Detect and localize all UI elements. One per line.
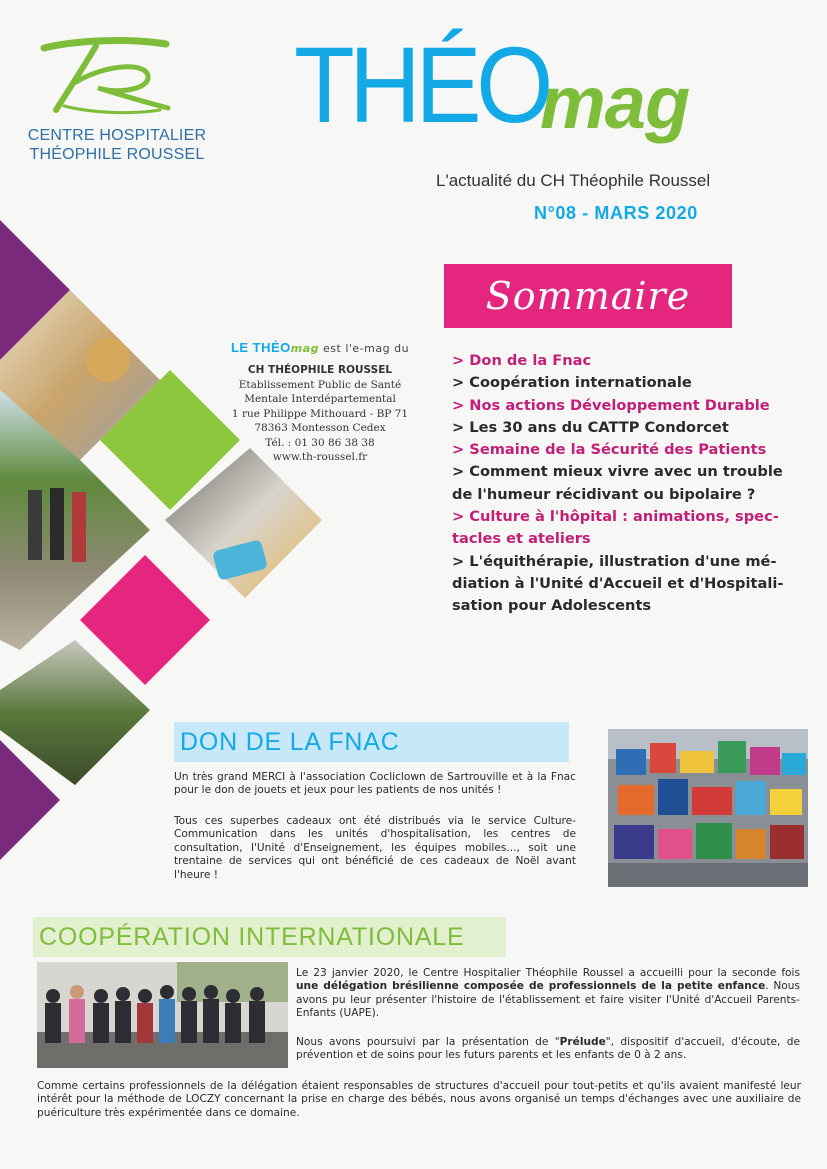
person-silhouette [50,488,64,560]
sommaire-item[interactable]: > Culture à l'hôpital : animations, spec- [452,508,779,526]
sommaire-item[interactable]: > Nos actions Développement Durable [452,396,770,414]
photo-delegation [37,962,288,1068]
sommaire-item[interactable]: > L'équithérapie, illustration d'une mé- [452,552,777,570]
emag-brand [200,340,440,355]
hospital-name [22,126,212,164]
brand-theo: LE THÉO [230,340,291,355]
sommaire-item[interactable]: diation à l'Unité d'Accueil et d'Hospitali- [452,574,784,592]
fnac-heading: DON DE LA FNAC [174,722,569,762]
address-line: Mentale Interdépartemental [244,393,396,405]
issue-number: N°08 - MARS 2020 [534,203,698,223]
website-link[interactable]: www.th-roussel.fr [272,451,368,463]
coop-p2-c: ", dispositif d'accueil, d'écoute, de prévention et de soins pour les futurs parents et les enfants de 0 à 2 ans. [296,1036,800,1062]
address-line: Etablissement Public de Santé [238,378,402,391]
hospital-logo-icon [36,36,176,118]
emag-address [200,363,440,465]
sommaire-item[interactable]: de l'humeur récidivant ou bipolaire ? [452,485,756,503]
fnac-paragraph-2: Tous ces superbes cadeaux ont été distribués via le service Culture-Communication dans les unités d'hospitalisation, les centres de consultation, l'Unité d'Enseignement, les équipes mobiles..., soit une trentaine de services qui ont bénéficié de ces cadeaux de Noël avant l'heure ! [174,815,576,881]
address-line: 78363 Montesson Cedex [254,422,386,434]
sommaire-item[interactable]: > Coopération internationale [452,374,692,392]
coop-p2-bold: Prélude [559,1036,606,1048]
hospital-name-line1: CENTRE HOSPITALIER [27,127,207,144]
hospital-name-line2: THÉOPHILE ROUSSEL [29,146,205,163]
photo-toys [608,729,808,887]
coop-paragraph-1 [296,967,800,1021]
brand-suffix: est l'e-mag du [319,342,410,355]
sommaire-item[interactable]: sation pour Adolescents [452,597,652,615]
coop-paragraph-2 [296,1036,800,1063]
sommaire-item[interactable]: > Semaine de la Sécurité des Patients [452,441,767,459]
coop-paragraph-3: Comme certains professionnels de la délégation étaient responsables de structures d'accueil pour tout-petits et qu'ils avaient manifesté leur intérêt pour la méthode de LOCZY concernant la prise en charge des bébés, nous avons organisé un temps d'échanges avec une auxiliaire de puériculture très expérimentée dans ce domaine. [37,1080,801,1119]
person-silhouette [72,492,86,562]
sommaire-item[interactable]: > Don de la Fnac [452,352,592,369]
sommaire-list [452,350,802,618]
brand-mag: mag [290,342,320,355]
fnac-paragraph-1: Un très grand MERCI à l'association Cocliclown de Sartrouville et à la Fnac pour le don de jouets et jeux pour les patients de nos unités ! [174,771,576,797]
dog-shape [86,338,130,382]
sommaire-item[interactable]: > Comment mieux vivre avec un trouble [452,463,783,481]
coop-p1-a: Le 23 janvier 2020, le Centre Hospitalier Théophile Roussel a accueilli pour la seconde fois [296,967,800,979]
sommaire-item[interactable]: tacles et ateliers [452,530,591,548]
title-script: mag [540,61,690,144]
address-line: 1 rue Philippe Mithouard - BP 71 [231,407,409,420]
coop-p1-c: . Nous avons pu leur présenter l'histoire de l'établissement et faire visiter l'Unité d'Accueil Parents-Enfants (UAPE). [296,980,800,1020]
coop-p1-bold: une délégation brésilienne composée de professionnels de la petite enfance [296,980,766,993]
magazine-title [294,20,734,170]
sommaire-title: Sommaire [444,264,732,328]
phone-number: Tél. : 01 30 86 38 38 [265,436,375,449]
sommaire-item[interactable]: > Les 30 ans du CATTP Condorcet [452,418,729,436]
person-silhouette [28,490,42,560]
emag-info [200,340,440,465]
coop-p2-a: Nous avons poursuivi par la présentation de " [296,1036,560,1048]
coop-heading: COOPÉRATION INTERNATIONALE [33,917,506,957]
org-name: CH THÉOPHILE ROUSSEL [247,364,393,376]
magazine-subtitle: L'actualité du CH Théophile Roussel [436,171,711,190]
title-main: THÉO [294,24,548,145]
